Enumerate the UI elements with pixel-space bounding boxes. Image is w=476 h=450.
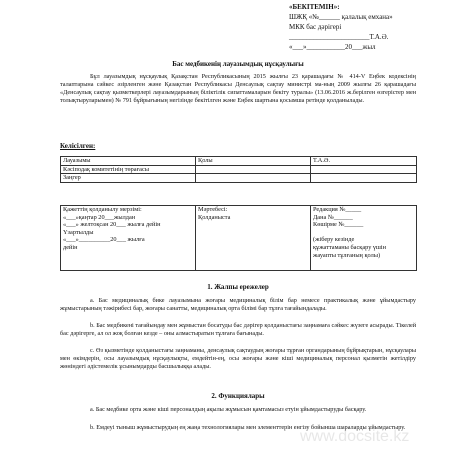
- section-2-item-b: b. Емдеуі тыныш жұмыстырудың ең жаңа технологиялары мен элементтерін енгізу бойынша шараларды ұйымдастыру.: [90, 424, 406, 431]
- agreed-label: Келісілген:: [60, 142, 96, 150]
- table-header-cell: Лауазымы: [61, 157, 196, 166]
- extended-date: «___»__________20___ жылға: [63, 236, 145, 244]
- signature-table: [60, 156, 417, 183]
- document-title: Бас медбикенің лауазымдық нұсқаулығы: [172, 60, 304, 68]
- signature-note-2: құжаттаманы басқару үшін: [313, 243, 387, 251]
- edition-number: Редакция №_____: [313, 206, 362, 213]
- status-label: Мәртебесі:: [198, 206, 228, 213]
- copy-number: Дана №______: [313, 213, 353, 221]
- validity-to: «___» желтоқсан 20___ жылға дейін: [63, 221, 161, 229]
- validity-from: «___»қаңтар 20___жылдан: [63, 213, 136, 221]
- table-cell: [311, 165, 417, 174]
- section-1-item-a: а. Бас медициналық бике лауазымына жоғары медициналық білім бар немесе практикалық және ұйымдастыру жұмыстарының тәжірибесі бар, жоғары санатты, медициналық орта білімі бар тұлға тағайындалады.: [60, 297, 416, 313]
- approval-line-4: «___»___________20___жыл: [289, 43, 376, 51]
- approval-line-2: МКК бас дәрігері: [289, 23, 342, 31]
- table-cell: [196, 174, 311, 183]
- table-row: [61, 206, 417, 271]
- document-info-table: [60, 205, 417, 271]
- duplicate-number: Көшірме №______: [313, 221, 364, 229]
- extended-label: Үзартылды: [63, 228, 94, 236]
- section-2-title: 2. Функциялары: [211, 392, 265, 400]
- section-1-title: 1. Жалпы ережелер: [207, 283, 269, 291]
- watermark: www.docsite.kz: [300, 428, 410, 445]
- approval-title: «БЕКІТЕМІН»:: [289, 3, 340, 11]
- section-1-item-b: b. Бас медбикені тағайындау мен жұмыстан босатуды бас дәрігер қолданыстағы заңнамаға сәйкес жүзеге асырады. Тікелей бас дәрігерге, ал ол жоқ болған кезде – оны алмастыратын тұлғаға бағынады.: [60, 322, 416, 338]
- status-value: Қолданыста: [198, 213, 231, 221]
- section-1-item-c: с. Өз қызметінде қолданыстағы заңнаманы, денсаулық сақтаудың жоғары тұрған органдарының бұйрықтарын, нұсқаулары мен өкімдерін, осы лауазымдық нұсқаулықты, емдейтін-ең, осы жоғары және кіші медициналық персонал қызметін жетілдіру жөніндегі әдістемелік ұсынымдарды басшылыққа алады.: [60, 347, 416, 371]
- table-row: [61, 174, 417, 183]
- table-header-cell: Т.А.Ә.: [311, 157, 417, 166]
- table-cell: Заңгер: [61, 174, 196, 183]
- table-cell: [196, 165, 311, 174]
- signature-note-1: (жіберу кезінде: [313, 236, 355, 244]
- validity-label: Қажеттің қолданылу мерзімі:: [63, 206, 142, 213]
- table-cell: [311, 174, 417, 183]
- section-2-item-a: а. Бас медбике орта және кіші персоналдың ақылы жұмысын қамтамасыз етуін ұйымдастыруды басқару.: [90, 406, 367, 413]
- intro-paragraph: Бұл лауазымдық нұсқаулық Қазақстан Республикасының 2015 жылғы 23 қарашадағы № 414-V Еңбек кодексінің талаптарына сәйкес әзірленген және Қазақстан Республикасы Денсаулық сақтау министрі ма-ның 2009 жылғы 26 қарашадағы «Денсаулық сақтау қызметкерлері лауазымдарының біліктілік сипаттамаларын бекіту туралы» (13.06.2016 ж.берілген өзгерістер мен толықтыруларымен) № 791 бұйрығының негізінде бекітілген және Еңбек шартына қосымша ретінде қолданылады.: [60, 73, 416, 105]
- extended-until: дейін: [63, 243, 78, 251]
- status-cell: [196, 206, 311, 271]
- table-row: [61, 165, 417, 174]
- table-header-cell: Қолы: [196, 157, 311, 166]
- signature-note-3: жауапты тұлғаның қолы): [313, 251, 381, 259]
- approval-line-1: ШЖҚ «№______ қалалық емхана»: [289, 13, 393, 21]
- table-row: [61, 157, 417, 166]
- table-cell: Кәсіподақ комитетінің төрағасы: [61, 165, 196, 174]
- approval-line-3: _______________________Т.А.Ә.: [289, 33, 389, 41]
- spacer: [313, 229, 414, 237]
- edition-cell: [311, 206, 417, 271]
- validity-cell: [61, 206, 196, 271]
